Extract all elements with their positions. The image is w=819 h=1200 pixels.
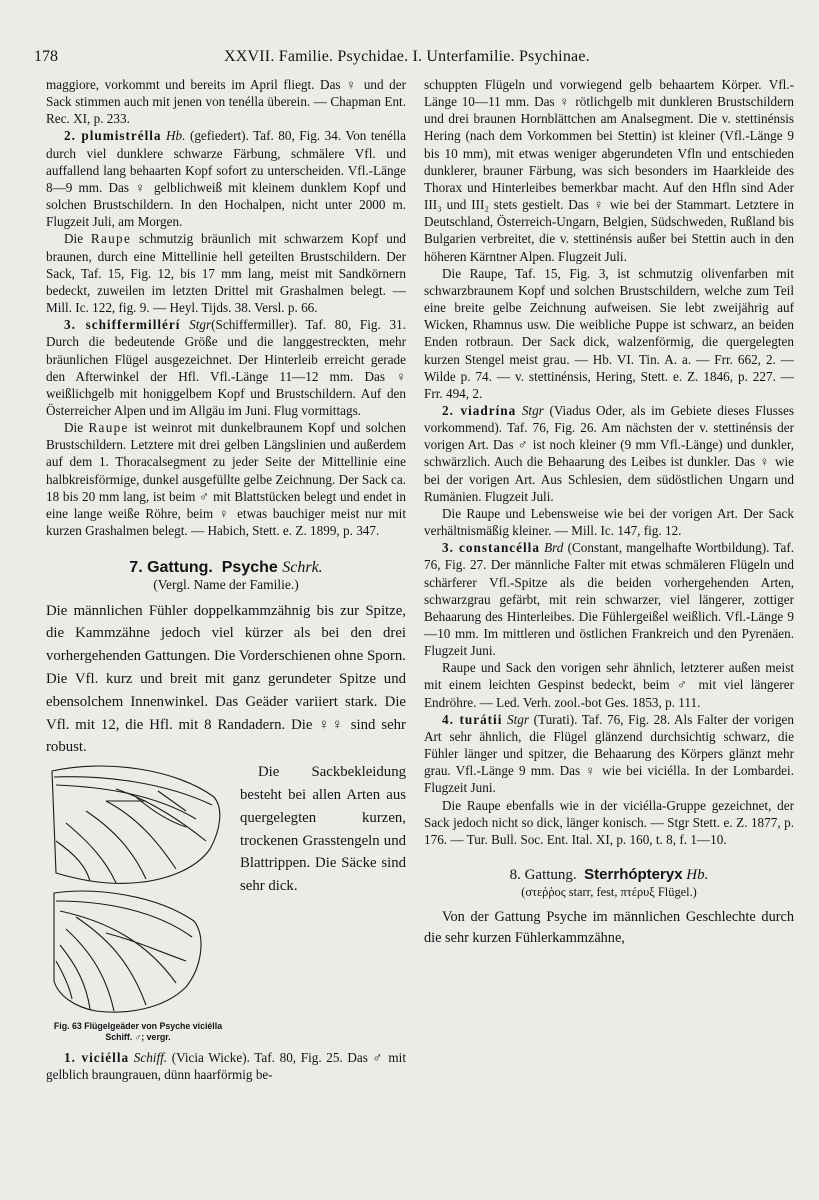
larva-description: schmutzig bräunlich mit schwarzem Kopf und braunen, durch eine Mittellinie hell geteilten Brustschildern. Der Sack, Taf. 15, Fig. 12, bis 17 mm lang, meist mit Sandkörnern bedeckt, zuweilen im letzten Drittel mit Grashalmen belegt. — Mill. Ic. 122, fig. 9. — Heyl. Tijds. 38. Versl. p. 66.: [46, 231, 407, 316]
right-paragraph-1: schuppten Flügeln und vorwiegend gelb behaartem Körper. Vfl.-Länge 10—11 mm. Das ♀ rötlichgelb mit dunkleren Brustschildern und drei braunen Hornblättchen am Analsegment. Die v. stettinénsis Hering (nach dem Vorkommen bei Stettin) ist kleiner (Vfl.-Länge 9 bis 10 mm), mit etwas weniger abgerundeten Vfln und entschieden dunklerer, brauner Färbung, was sich besonders im Haarkleide des Thorax und Hinterleibes bemerkbar macht. Auf den Hfln sind Ader III₃ und III₂ stets gestielt. Das ♀ wie bei der Stammart. Letztere in Deutschland, Österreich-Ungarn, Belgien, Südschweden, Rußland bis Bulgarien verbreitet, die v. stettinénsis außer bei Stettin auch in den höheren Kärntner Alpen. Flugzeit Juli.: [424, 77, 794, 264]
species-author: Brd: [544, 540, 564, 556]
genus-author: Schrk.: [282, 559, 323, 577]
species-description: (gefiedert). Taf. 80, Fig. 34. Von tenélla durch viel dunklere schwarze Färbung, schmälere Vfl. und auffallend lang behaarten Kopf sofort zu unterscheiden. Vfl.-Länge 8—9 mm. Das ♀ gelblichweiß mit kleinem dunklem Kopf und solchen Brustschildern. In den Hochalpen, nicht unter 2000 m. Flugzeit Juli, am Morgen.: [46, 128, 407, 230]
species-heading: 2. plumistrélla: [64, 128, 162, 144]
species-plumistrella: [46, 127, 406, 230]
right-paragraph-8: Die Raupe ebenfalls wie in der viciélla-Gruppe gezeichnet, der Sack jedoch nicht so dick, länger konisch. — Stgr Stett. e. Z. 1877, p. 176. — Tur. Bull. Soc. Ent. Ital. XI, p. 160, t. 8, f. 1—10.: [424, 797, 794, 847]
species-description: (Vicia Wicke). Taf. 80, Fig. 25. Das ♂ mit gelblich braungrauen, dünn haarförmig be-: [46, 1050, 407, 1083]
species-vicella: [46, 1049, 406, 1083]
species-heading: 3. constancélla: [442, 540, 540, 556]
genus-description-text: Die männlichen Fühler doppelkammzähnig bis zur Spitze, die Kammzähne jedoch viel kürzer als bei den drei vorhergehenden Gattungen. Die Vorderschienen ohne Sporn. Die Vfl. kurz und breit mit ganz gerundeter Spitze und ebensolchem Innenwinkel. Das Geäder variiert stark. Die Vfl. mit 12, die Hfl. mit 8 Randadern. Die ♀♀ sind sehr robust.: [46, 602, 406, 756]
species-turatii: [424, 711, 794, 797]
left-column: [46, 76, 406, 1083]
wing-venation-icon: [46, 761, 224, 1019]
right-paragraph-6: Raupe und Sack den vorigen sehr ähnlich, letzterer außen meist mit einem leichten Gespinst bedeckt, beim ♂ mit viel längerer Endröhre. — Led. Verh. zool.-bot Ges. 1853, p. 111.: [424, 660, 794, 710]
genus-8-text: Von der Gattung Psyche im männlichen Geschlechte durch die sehr kurzen Fühlerkammzähne,: [424, 909, 794, 947]
species-description: (Viadus Oder, als im Gebiete dieses Flusses vorkommend). Taf. 76, Fig. 26. Am nächsten der v. stettinénsis der vorigen Art. Das ♂ ist noch kleiner (9 mm Vfl.-Länge) und dunkler, schwärzlich. Auch die Behaarung des Leibes ist dunkler. Das ♀ wie bei der vorigen Art. Aus Schlesien, dem südöstlichen Ungarn und Rumänien. Flugzeit Juli.: [424, 402, 794, 504]
page-header: [34, 44, 792, 72]
genus-etymology: (στεῤῥος starr, fest, πτέρυξ Flügel.): [521, 885, 697, 900]
species-description: (Schiffermiller). Taf. 80, Fig. 31. Durch die bedeutende Größe und die langgestreckten, mehr bräunlichen Flügel ausgezeichnet. Der Hinterleib erreicht gerade den Afterwinkel der Hfl. Vfl.-Länge 11—12 mm. Das ♀ weißlichgelb mit honiggelbem Kopf und Brustschildern. Auf den Österreicher Alpen und im Allgäu im Juni. Flug vormittags.: [46, 317, 407, 418]
figure-block: [46, 761, 406, 1043]
genus-author: Hb.: [686, 867, 709, 884]
right-paragraph-2: Die Raupe, Taf. 15, Fig. 3, ist schmutzig olivenfarben mit schwarzbraunem Kopf und solchen Brustschildern, welche zum Teil eine breite gelbe Zeichnung aufweisen. Sie lebt zweijährig auf Wicken, Rhamnus usw. Die weibliche Puppe ist schwarz, an beiden Enden rotbraun. Der Sack dick, walzenförmig, die quergelegten kurzen Stengel meist grau. — Hb. VI. Tin. A. a. — Frr. 662, 2. — Wilde p. 74. — v. stettinénsis, Hering, Stett. e. Z. 1846, p. 227. — Frr. 494, 2.: [424, 265, 794, 401]
species-author: Stgr: [507, 711, 529, 727]
figure: [46, 761, 230, 1043]
genus-subheading: (Vergl. Name der Familie.): [153, 577, 299, 593]
larva-paragraph-2: [46, 419, 406, 539]
species-description: (Turati). Taf. 76, Fig. 28. Als Falter der vorigen Art sehr ähnlich, die Flügel glänzend durchsichtig schwarz, die Fühler länger und spitzer, die Behaarung des Körpers glänzt mehr grau. Vfl.-Länge 9 mm. Das ♀ wie bei viciélla. In der Lombardei. Flugzeit Juni.: [424, 711, 795, 796]
larva-description: ist weinrot mit dunkelbraunem Kopf und solchen Brustschildern. Letztere mit drei gelben Längslinien und außerdem auf dem 1. Thoracalsegment zu jeder Seite der Mittellinie eine halbkreisförmige, dunkel ausgefüllte gelbe Zeichnung. Der Sack ca. 18 bis 20 mm lang, ist beim ♂ mit Blattstücken belegt und endet in eine lange weiße Röhre, beim ♀ etwas bauchiger meist nur mit kurzen Grashalmen belegt. — Habich, Stett. e. Z. 1899, p. 347.: [46, 420, 407, 539]
genus-name: Psyche: [221, 559, 278, 577]
figure-caption: Fig. 63 Flügelgeäder von Psyche viciélla Schiff. ♂; vergr.: [53, 1021, 223, 1043]
text-fragment: Die: [64, 231, 84, 247]
species-author: Schiff.: [133, 1050, 168, 1066]
species-heading: 4. turátii: [442, 711, 503, 727]
raupe-term: Raupe: [88, 420, 129, 436]
species-heading: 3. schiffermillérí: [64, 317, 181, 333]
raupe-term: Raupe: [90, 231, 132, 247]
species-description: (Constant, mangelhafte Wortbildung). Taf. 76, Fig. 27. Der männliche Falter mit etwas schmäleren Flügeln und schärferer Vfl.-Spitze als die beiden vorhergehenden Arten, schwarzgrau gefärbt, mit rein schwarzer, viel längerer, zottiger Behaarung des Hinterleibes. Die Fühlergeißel weißlich. Vfl.-Länge 9—10 mm. Im mittleren und östlichen Frankreich und den Pyrenäen. Flugzeit Juni.: [424, 540, 795, 659]
species-schiffermilleri: [46, 316, 406, 419]
species-viadrina: [424, 402, 794, 505]
genus-number: 7. Gattung.: [129, 559, 213, 577]
species-author: Hb.: [166, 128, 186, 144]
species-author: Stgr: [521, 402, 544, 418]
page-number: 178: [34, 48, 58, 65]
species-heading: 2. viadrína: [442, 402, 517, 418]
larva-paragraph: [46, 230, 406, 316]
genus-heading: [46, 559, 406, 576]
left-paragraph-1: maggiore, vorkommt und bereits im April fliegt. Das ♀ und der Sack stimmen auch mit jenen von tenélla überein. — Chapman Ent. Rec. XI, p. 233.: [46, 77, 406, 127]
genus-heading-8: [424, 866, 794, 884]
running-title: XXVII. Familie. Psychidae. I. Unterfamilie. Psychinae.: [224, 48, 590, 65]
genus-description-text-2: Die Sackbekleidung besteht bei allen Arten aus quergelegten kurzen, trockenen Grasstengeln und Blattrippen. Die Säcke sind sehr dick.: [240, 764, 406, 895]
text-fragment: Die: [64, 420, 84, 436]
species-heading: 1. viciélla: [64, 1050, 130, 1066]
species-author: Stgr: [189, 317, 212, 333]
genus-8-description: [424, 907, 794, 949]
genus-description: [46, 600, 406, 760]
species-constancella: [424, 539, 794, 659]
genus-name: Sterrhópteryx: [584, 866, 683, 884]
right-paragraph-4: Die Raupe und Lebensweise wie bei der vorigen Art. Der Sack verhältnismäßig kleiner. — Mill. Ic. 147, fig. 12.: [424, 505, 794, 539]
genus-number: 8. Gattung.: [509, 867, 577, 884]
right-column: [424, 76, 794, 949]
